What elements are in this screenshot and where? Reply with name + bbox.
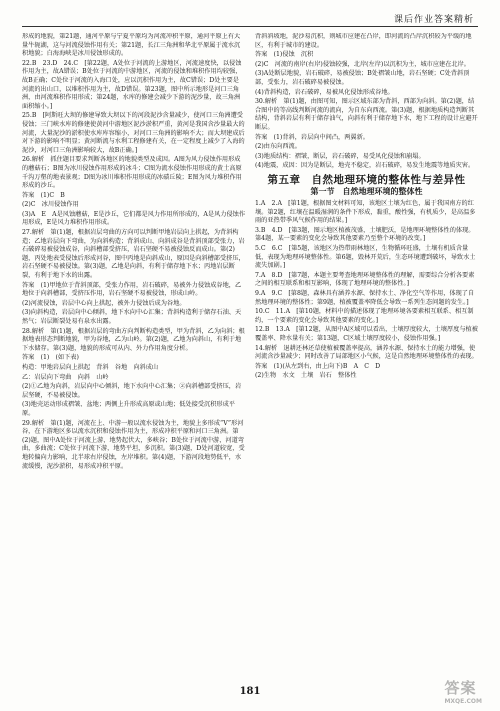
paragraph: 27.解析 第(1)题，根据岩层弯曲的方向可以判断甲地岩层向上拱起，为背斜构造；乙地岩层向下弯曲，为向斜构造；背斜成山、向斜成谷是背斜顶部受张力，岩石破碎易被侵蚀成谷，向斜槽部受挤压，岩石坚硬不易被侵蚀反而成山。第(2)题，丙处地表受侵蚀后形成河谷，图中丙地是向斜成山，原因是向斜槽部受挤压，岩石坚硬不易被侵蚀。第(3)题，乙地是向斜，有利于储存地下水；丙地岩层断裂，有利于地下水的出露。 bbox=[22, 229, 245, 280]
paragraph: 答案 (1)C B bbox=[22, 191, 65, 199]
paragraph: 答案 (1)侵蚀 沉积 bbox=[255, 51, 314, 59]
paragraph: (3)A E A是风蚀蘑菇，E是沙丘，它们都是风力作用所形成的，A是风力侵蚀作用形成，E是风力堆积作用形成。 bbox=[22, 210, 245, 227]
paragraph: (2)生物 水文 土壤 岩石 整体性 bbox=[255, 372, 357, 380]
paragraph: (4)背斜构造，岩石破碎，易被风化侵蚀形成谷地。 bbox=[255, 88, 394, 96]
paragraph: 14.解析 退耕还林还草使植被覆盖率提高，涵养水源、保持水土的能力增强，使河流含沙量减少；同时改善了局部地区小气候，这是自然地理环境整体性的表现。 bbox=[255, 344, 478, 361]
right-column bbox=[255, 33, 478, 677]
paragraph: 答案 (1)(从左到右，由上向下)B A C D bbox=[255, 362, 381, 370]
paragraph: 30.解析 第(1)题，由图可知，图示区域东部为背斜，西部为向斜。第(2)题，结合图中的等高线判断河流的流向，为自东向西流。第(3)题，根据地质构造判断其结构，背斜岩层有利于储存油气，向斜有利于储存地下水，地下工程的设计应避开断层。 bbox=[255, 98, 478, 131]
header-rule bbox=[22, 26, 478, 27]
running-header: 课后作业答案精析 bbox=[393, 15, 474, 25]
paragraph: 5.C 6.C [第5题，该地区为热带雨林地区，生物循环旺盛，土壤有机质含量低，表现为地理环境整体性。第6题，毁林开荒后，生态环境遭到破坏，导致水土流失加剧。] bbox=[255, 245, 476, 270]
paragraph: 答案 (1) (如下表) bbox=[22, 354, 79, 362]
paragraph: 10.C 11.A [第10题，材料中的描述体现了地理环境各要素相互联系、相互制约，一个要素的变化会导致其他要素的变化。] bbox=[255, 308, 474, 324]
paragraph: 29.解析 第(1)题，河流在上、中游一般以流水侵蚀为主，地貌上多形成“V”形河谷，在下游地区多以流水沉积和侵蚀作用为主，形成冲积平原和河口三角洲。第(2)题，图中A处位于河流上游，地势起伏大，多峡谷；B处位于河流中游，河道弯曲，多曲流；C处位于河流下游，地势平坦，多沉积。第(3)题，D处河道较宽，受地转偏向力影响，北半球右岸侵蚀，左岸堆积。第(4)题，下游河段地势低平，水流缓慢，泥沙淤积，易形成冲积平原。 bbox=[22, 419, 245, 470]
paragraph: 1.A 2.A [第1题，根据图文材料可知，该地区土壤为红色，属于我国南方的红壤。第2题，红壤在温暖湿润的条件下形成，黏重，酸性强，有机质少，是高温多雨的亚热带季风气候作用的结果。] bbox=[255, 200, 476, 225]
chapter-title: 第五章 自然地理环境的整体性与差异性 bbox=[267, 173, 466, 186]
page-number: 181 bbox=[239, 686, 261, 697]
right-column-top bbox=[255, 33, 478, 171]
paragraph: 构造：甲地岩层向上拱起 背斜 谷地 向斜成山 bbox=[22, 363, 159, 371]
paragraph: 3.B 4.D [第3题，图示地区植被茂盛，土壤肥沃，是地理环境整体性的体现。第4题，某一要素的变化会导致其他要素乃至整个环境的改变。] bbox=[255, 226, 475, 243]
section-title: 第一节 自然地理环境的整体性 bbox=[310, 186, 423, 196]
paragraph: (2)C 冰川侵蚀作用 bbox=[22, 201, 79, 209]
paragraph: (3)A处断层地貌，岩石破碎，易被侵蚀；B处褶皱山地，岩石坚硬；C处背斜顶部，受张力，岩石破碎易被侵蚀。 bbox=[255, 70, 470, 86]
paragraph: (2)C 河流的南岸(右岸)侵蚀较强，北岸(左岸)以沉积为主，城市应建在北岸。 bbox=[255, 60, 470, 68]
two-column-body bbox=[22, 33, 478, 677]
paragraph: 背斜斜坡地，泥沙易沉积，则城市应建在凸岸，即河流的凸岸沉积较为平缓的地区，有利于城市的建设。 bbox=[255, 33, 472, 49]
paragraph: (2)河流侵蚀，岩层中心向上拱起，被外力侵蚀后成为谷地。 bbox=[22, 299, 186, 307]
paragraph: (4)地震，成因：因为是断层，地壳不稳定，岩石破碎，易发生地震等地质灾害。 bbox=[255, 162, 475, 170]
paragraph: 25.B [阿斯旺大坝的修建导致大坝以下的河段泥沙含量减少，使河口三角洲遭受侵蚀；三门峡水库的修建使黄河中游地区泥沙淤积严重，黄河是我国含沙量最大的河流，大量泥沙的淤积使水库库容缩小，对河口三角洲的影响不大；而大坝建成后对下游的影响不明显；黄河断流与水利工程修建有关，在一定程度上减少了入海的泥沙，对河口三角洲影响较大，故B正确。] bbox=[22, 112, 245, 154]
paragraph: 乙：岩层向下弯曲 向斜 山岭 bbox=[22, 373, 109, 381]
watermark-logo bbox=[444, 677, 482, 705]
paragraph: 28.解析 第(1)题，根据岩层的弯曲方向判断构造类型，甲为背斜，乙为向斜；根据地表形态判断地貌，甲为谷地，乙为山岭。第(2)题，乙地为向斜山，有利于地下水储存。第(3)题，地貌的形成可从内、外力作用角度分析。 bbox=[22, 327, 245, 352]
right-column-bottom bbox=[255, 200, 478, 381]
paragraph: 22.B 23.D 24.C [第22题，A处位于河流的上游地区，河流速度快，以侵蚀作用为主，故A错误；B处位于河流的中游地区，河流的侵蚀和堆积作用均较强，故B正确；C处位于河流的入海口处，应以沉积作用为主，故C错误；D处主要是河流的出山口，以堆积作用为主，故D错误。第23题，图中所示地形是河口三角洲，由河流堆积作用形成；第24题，水库的修建会减少下游的泥沙量，故三角洲面积缩小。] bbox=[22, 59, 242, 110]
paragraph: (3)地壳运动形成褶皱、盆地；两侧上升形成高原或山地；低处接受沉积形成平原。 bbox=[22, 401, 235, 417]
paragraph: 形成的地貌，第21题，通河平原与宁夏平原均为河流冲积平原，通河平原上有大量牛轭湖，这与河流侵蚀作用有关；第21题，长江三角洲和华北平原属于流水沉积地貌；白海海峡是冰川侵蚀形成的。 bbox=[22, 33, 241, 58]
paragraph: 答案 (1)甲地位于背斜顶部，受张力作用，岩石破碎，易被外力侵蚀成谷地，乙地位于向斜槽部，受挤压作用，岩石坚硬不易被侵蚀，形成山岭。 bbox=[22, 281, 242, 298]
paragraph: 9.A 9.C [第8题，森林具有涵养水源、保持水土、净化空气等作用，体现了自然地理环境的整体性；第9题，植被覆盖率降低会导致一系列生态问题的发生。] bbox=[255, 290, 475, 306]
paragraph: 26.解析 抓住题目要求判断各地区的地貌类型及成因。A图为风力侵蚀作用形成的蘑菇石；B图为冰川侵蚀作用形成的冰斗；C图为流水侵蚀作用形成的黄土高原千沟万壑的地表景观；D图为冰川堆积作用形成的冰碛丘陵；E图为风力堆积作用形成的沙丘。 bbox=[22, 156, 242, 190]
watermark-text: 答案 bbox=[444, 679, 477, 697]
paragraph: (2)由东向西流。 bbox=[255, 143, 301, 151]
paragraph: 12.B 13.A [第12题，从图中A区域可以看出，土壤厚度较大，土壤厚度与植被覆盖率、降水量有关；第13题，C区域土壤厚度较小，侵蚀作用强。] bbox=[255, 326, 478, 342]
paragraph: 答案 (1)背斜，岩层向中间凸，两翼新。 bbox=[255, 133, 369, 141]
paragraph: (3)向斜构造，岩层向中心倾斜，地下水向中心汇集；背斜构造利于储存石油、天然气；岩层断裂处易有泉水出露。 bbox=[22, 309, 242, 325]
watermark-url: MXQE.COM bbox=[444, 698, 482, 705]
paragraph: (3)地质结构：褶皱，断层，岩石破碎，易受风化侵蚀和崩塌。 bbox=[255, 152, 425, 160]
left-column bbox=[22, 33, 245, 677]
paragraph: 7.A 8.D [第7题，本题主要考查地理环境整体性的理解，需要综合分析各要素之间的相互联系和相互影响，体现了地理环境的整体性。] bbox=[255, 271, 475, 288]
paragraph: (2)①乙地为向斜，岩层向中心倾斜，地下水向中心汇集；②向斜槽部受挤压，岩层坚硬，不易被侵蚀。 bbox=[22, 383, 242, 399]
